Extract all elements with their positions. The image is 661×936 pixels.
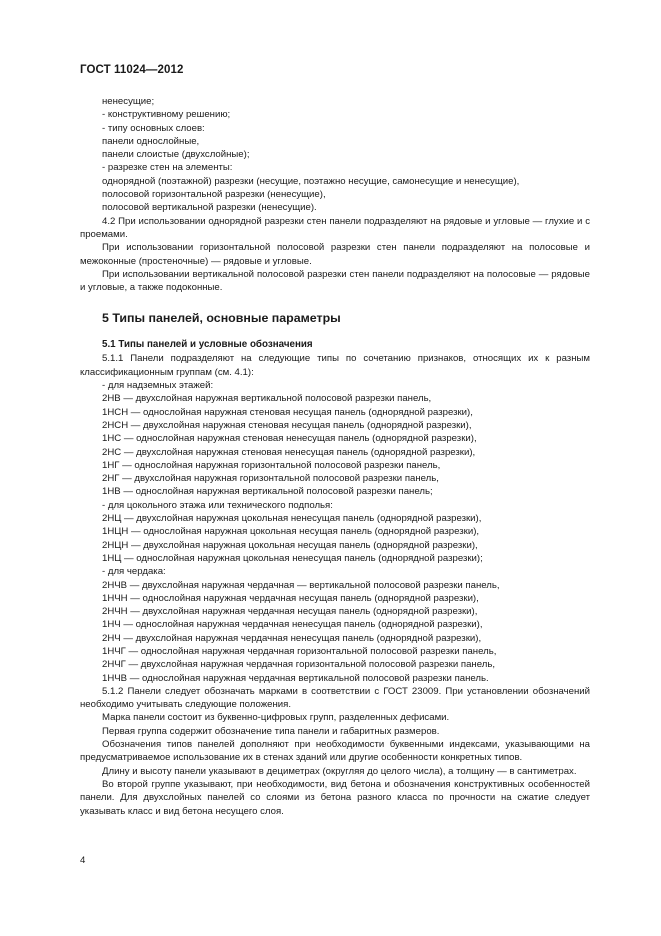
list-item: ненесущие; <box>102 96 155 107</box>
paragraph: 5.1.1 Панели подразделяют на следующие типы по сочетанию признаков, относящих их к разным классификационным группам (см. 4.1): <box>80 353 590 378</box>
paragraph: Обозначения типов панелей дополняют при необходимости буквенными индексами, указывающими на предусматриваемое использование их в стенах зданий или другие особенности конкретных типов. <box>80 739 590 764</box>
list-item: 2НЧГ — двухслойная наружная чердачная горизонтальной полосовой разрезки панель, <box>102 659 496 671</box>
subsection-heading: 5.1 Типы панелей и условные обозначения <box>102 339 313 351</box>
list-item: 1НС — однослойная наружная стеновая ненесущая панель (однорядной разрезки), <box>102 433 477 445</box>
list-item: - для чердака: <box>102 566 166 578</box>
list-item: 1НЧН — однослойная наружная чердачная несущая панель (однорядной разрезки), <box>102 592 479 604</box>
list-item: 2НС — двухслойная наружная стеновая ненесущая панель (однорядной разрезки), <box>102 446 476 458</box>
paragraph: Длину и высоту панели указывают в дециметрах (округляя до целого числа), а толщину — в сантиметрах. <box>102 765 577 777</box>
document-header: ГОСТ 11024—2012 <box>80 64 184 76</box>
list-item: панели слоистые (двухслойные); <box>102 149 250 161</box>
list-item: 2НВ — двухслойная наружная вертикальной полосовой разрезки панель, <box>102 393 432 405</box>
list-item: 1НСН — однослойная наружная стеновая несущая панель (однорядной разрезки), <box>102 406 473 418</box>
list-item: 2НЦ — двухслойная наружная цокольная ненесущая панель (однорядной разрезки), <box>102 513 482 525</box>
list-item: 2НГ — двухслойная наружная горизонтальной полосовой разрезки панель, <box>102 473 439 485</box>
list-item: 1НВ — однослойная наружная вертикальной полосовой разрезки панель; <box>102 486 433 498</box>
list-item: 1НЧВ — однослойная наружная чердачная вертикальной полосовой разрезки панель. <box>102 672 489 684</box>
paragraph: При использовании вертикальной полосовой разрезки стен панели подразделяют на полосовые — рядовые и угловые, а также подоконные. <box>80 268 590 294</box>
paragraph: 5.1.2 Панели следует обозначать марками в соответствии с ГОСТ 23009. При установлении обозначений необходимо учитывать следующие положения. <box>80 685 590 711</box>
list-item: 1НЦН — однослойная наружная цокольная несущая панель (однорядной разрезки), <box>102 526 480 538</box>
list-item: 2НЧН — двухслойная наружная чердачная несущая панель (однорядной разрезки), <box>102 606 478 618</box>
list-item: 2НЧ — двухслойная наружная чердачная ненесущая панель (однорядной разрезки), <box>102 632 482 644</box>
list-item: 1НГ — однослойная наружная горизонтальной полосовой разрезки панель, <box>102 459 441 471</box>
list-item: однорядной (поэтажной) разрезки (несущие, поэтажно несущие, самонесущие и ненесущие), <box>102 175 520 187</box>
list-item: 1НЦ — однослойная наружная цокольная ненесущая панель (однорядной разрезки); <box>102 552 483 564</box>
page-content <box>80 95 590 818</box>
section-heading: 5 Типы панелей, основные параметры <box>102 311 341 326</box>
paragraph: Марка панели состоит из буквенно-цифровых групп, разделенных дефисами. <box>102 712 450 724</box>
list-item: полосовой вертикальной разрезки (ненесущие). <box>102 202 317 214</box>
list-item: 2НСН — двухслойная наружная стеновая несущая панель (однорядной разрезки), <box>102 419 472 431</box>
paragraph: 4.2 При использовании однорядной разрезки стен панели подразделяют на рядовые и угловые — глухие и с проемами. <box>80 215 590 240</box>
list-item: 2НЧВ — двухслойная наружная чердачная — вертикальной полосовой разрезки панель, <box>102 579 500 591</box>
list-item: - для надземных этажей: <box>102 380 214 392</box>
list-item: 1НЧГ — однослойная наружная чердачная горизонтальной полосовой разрезки панель, <box>102 645 497 657</box>
paragraph: Во второй группе указывают, при необходимости, вид бетона и обозначения конструктивных особенностей панели. Для двухслойных панелей со слоями из бетона разного класса по прочности на сжатие следует указывать класс и вид бетона несущего слоя. <box>80 778 590 817</box>
paragraph: Первая группа содержит обозначение типа панели и габаритных размеров. <box>102 725 440 737</box>
list-item: - для цокольного этажа или технического подполья: <box>102 499 333 511</box>
page-number: 4 <box>80 855 86 866</box>
list-item: - разрезке стен на элементы: <box>102 162 233 174</box>
list-item: - типу основных слоев: <box>102 122 205 134</box>
list-item: 1НЧ — однослойная наружная чердачная ненесущая панель (однорядной разрезки), <box>102 619 483 631</box>
paragraph: При использовании горизонтальной полосовой разрезки стен панели подразделяют на полосовые и межоконные (простеночные) — рядовые и угловые. <box>80 242 590 267</box>
list-item: панели однослойные, <box>102 135 200 147</box>
list-item: 2НЦН — двухслойная наружная цокольная несущая панель (однорядной разрезки), <box>102 539 478 551</box>
list-item: - конструктивному решению; <box>102 109 231 121</box>
list-item: полосовой горизонтальной разрезки (ненесущие), <box>102 189 326 201</box>
